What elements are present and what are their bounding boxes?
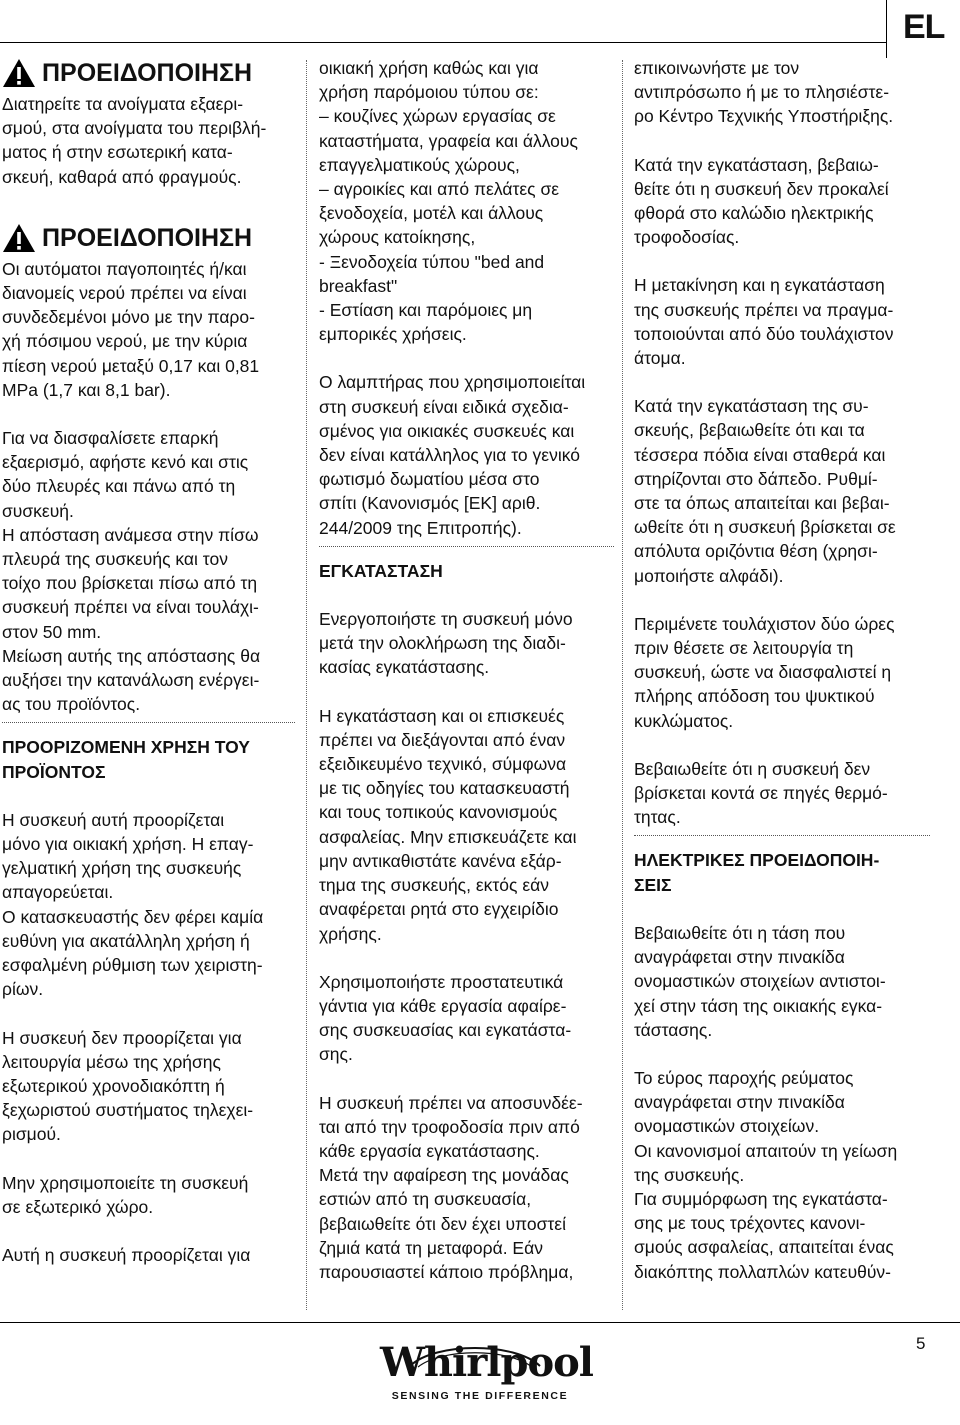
text-line: Οι κανονισμοί απαιτούν τη γείωση [634,1140,898,1161]
text-line: ΗΛΕΚΤΡΙΚΕΣ ΠΡΟΕΙΔΟΠΟΙΗ- [634,850,880,871]
text-line: επικοινωνήστε με τον [634,58,800,78]
two-people-paragraph [634,273,930,370]
text-line: στε τα όπως απαιτείται και βεβαι- [634,493,890,514]
text-line: ρίων. [2,979,44,1000]
text-line: ασφαλείας. Μην επισκευάζετε και [319,826,577,847]
warning-title: ΠΡΟΕΙΔΟΠΟΙΗΣΗ [42,58,253,87]
text-line: Ενεργοποιήστε τη συσκευή μόνο [319,609,573,630]
text-line: μόνο για οικιακή χρήση. Η επαγ- [2,834,254,855]
text-line: λειτουργία μέσω της χρήσης [2,1051,221,1072]
text-line: σμούς ασφαλείας, απαιτείται ένας [634,1237,894,1258]
text-line: διακόπτης πολλαπλών κατευθύν- [634,1261,892,1282]
text-line: ξεχωριστού συστήματος τηλεχει- [2,1100,254,1121]
text-line: συσκευή πρέπει να είναι τουλάχι- [2,597,259,618]
text-line: – κουζίνες χώρων εργασίας σε [319,106,556,127]
technician-paragraph [319,704,614,946]
text-line: Βεβαιωθείτε ότι η τάση που [634,922,846,943]
text-line: εμπορικές χρήσεις. [319,324,467,345]
text-line: Για συμμόρφωση της εγκατάστα- [634,1188,888,1209]
text-line: βρίσκεται κοντά σε πηγές θερμό- [634,783,888,804]
activation-paragraph [319,607,614,680]
text-line: κάθε εργασία εγκατάστασης. [319,1140,540,1161]
text-line: χεί στην τάση της οικιακής εγκα- [634,995,883,1016]
text-line: χώρους κατοίκησης, [319,227,476,248]
text-line: σης συσκευασίας και εγκατάστα- [319,1020,572,1041]
text-line: στη συσκευή είναι ειδικά σχεδια- [319,396,569,417]
text-line: εστιών από τη συσκευασία, [319,1189,532,1210]
text-line: αυξήσει την κατανάλωση ενέργει- [2,670,260,691]
text-line: Η μετακίνηση και η εγκατάσταση [634,275,885,296]
text-line: στον 50 mm. [2,621,102,642]
text-line: Βεβαιωθείτε ότι η συσκευή δεν [634,758,871,779]
text-line: Η απόσταση ανάμεσα στην πίσω [2,524,259,545]
text-line: γάντια για κάθε εργασία αφαίρε- [319,995,567,1016]
warning-triangle-icon [2,223,36,253]
text-line: σμού, στα ανοίγματα του περιβλή- [2,118,267,139]
text-line: συσκευή, ώστε να διασφαλιστεί η [634,662,892,683]
text-line: Κατά την εγκατάσταση, βεβαιω- [634,154,879,175]
contact-paragraph [634,56,930,129]
text-line: πριν θέσετε σε λειτουργία τη [634,638,854,659]
text-line: δύο πλευρές και πάνω από τη [2,476,236,497]
text-line: Μετά την αφαίρεση της μονάδας [319,1165,569,1186]
text-line: της συσκευής πρέπει να πραγμα- [634,299,894,320]
text-line: άτομα. [634,348,686,369]
text-line: ματος ή στην εσωτερική κατα- [2,142,233,163]
text-line: Η εγκατάσταση και οι επισκευές [319,705,565,726]
heat-source-paragraph [634,757,930,830]
text-line: μετά την ολοκλήρωση της διαδι- [319,633,566,654]
dotted-separator [2,722,295,723]
text-line: Ο κατασκευαστής δεν φέρει καμία [2,906,264,927]
text-line: MPa (1,7 και 8,1 bar). [2,379,171,400]
dotted-separator [319,546,614,547]
text-line: φθορά στο καλώδιο ηλεκτρικής [634,203,874,224]
section-heading-intended-use [2,735,295,783]
text-line: σε εξωτερικό χώρο. [2,1196,154,1217]
text-line: τροφοδοσίας. [634,227,740,248]
text-line: ρισμού. [2,1124,61,1145]
text-line: πλήρης απόδοση του ψυκτικού [634,686,875,707]
text-line: ξενοδοχεία, μοτέλ και άλλους [319,203,544,224]
text-line: Χρησιμοποιήστε προστατευτικά [319,971,564,992]
text-line: Μείωση αυτής της απόστασης θα [2,645,261,666]
text-line: τητας. [634,807,681,828]
text-line: Κατά την εγκατάσταση της συ- [634,396,869,417]
text-line: Οι αυτόματοι παγοποιητές ή/και [2,258,247,279]
text-line: αναφέρεται ρητά στο εγχειρίδιο [319,899,559,920]
text-line: Το εύρος παροχής ρεύματος [634,1067,854,1088]
grounding-paragraph [634,1066,930,1284]
language-code: EL [903,8,945,46]
text-line: – αγροικίες και από πελάτες σε [319,179,560,200]
text-line: πλευρά της συσκευής και τον [2,549,228,570]
text-line: κυκλώματος. [634,710,734,731]
text-line: ας του προϊόντος. [2,694,141,715]
text-line: ονομαστικών στοιχείων αντιστοι- [634,971,886,992]
column-3 [634,56,930,1284]
text-line: και τους τοπικούς κανονισμούς [319,802,558,823]
text-line: Περιμένετε τουλάχιστον δύο ώρες [634,613,895,634]
text-line: βεβαιωθείτε ότι δεν έχει υποστεί [319,1213,566,1234]
text-line: μοποιήστε αλφάδι). [634,565,784,586]
text-line: χρήση παρόμοιου τύπου σε: [319,82,539,103]
text-line: Διατηρείτε τα ανοίγματα εξαερι- [2,94,244,114]
text-line: breakfast" [319,275,398,296]
section-heading-electrical [634,848,930,896]
text-line: ονομαστικών στοιχείων. [634,1116,820,1137]
timer-paragraph [2,1026,295,1147]
text-line: τημα της συσκευής, εκτός εάν [319,875,549,896]
usage-paragraph [319,56,614,346]
text-line: - Εστίαση και παρόμοιες μη [319,300,533,321]
text-line: Μην χρησιμοποιείτε τη συσκευή [2,1172,249,1193]
text-line: ευθύνη για ακατάλληλη χρήση ή [2,930,250,951]
text-line: εξαερισμό, αφήστε κενό και στις [2,452,249,473]
text-line: σης με τους τρέχοντες κανονι- [634,1213,866,1234]
text-line: στηρίζονται στο δάπεδο. Ρυθμί- [634,468,878,489]
text-line: ΠΡΟΪΟΝΤΟΣ [2,761,106,782]
column-2 [319,56,614,1284]
text-line: τοίχο που βρίσκεται πίσω από τη [2,573,258,594]
text-line: σης. [319,1044,353,1065]
header-rule [0,42,886,43]
text-line: φωτισμό δωματίου μέσα στο [319,469,540,490]
header-divider [886,0,887,58]
column-divider [622,60,623,1310]
text-line: συνδεδεμένοι μόνο με την παρο- [2,307,255,328]
warning-text-2 [2,257,295,402]
text-line: εσφαλμένη ρύθμιση των χειριστη- [2,955,263,976]
brand-tagline: SENSING THE DIFFERENCE [391,1390,569,1402]
intended-use-paragraph [2,808,295,1002]
text-line: δεν είναι κατάλληλος για το γενικό [319,445,580,466]
warning-triangle-icon [2,58,36,88]
text-line: παρουσιαστεί κάποιο πρόβλημα, [319,1261,574,1282]
cable-paragraph [634,153,930,250]
text-line: με τις οδηγίες του κατασκευαστή [319,778,570,799]
text-line: αναγράφεται στην πινακίδα [634,947,845,968]
text-line: οικιακή χρήση καθώς και για [319,58,539,78]
lamp-paragraph [319,370,614,539]
text-line: Για να διασφαλίσετε επαρκή [2,428,219,449]
text-line: μην αντικαθιστάτε κανένα εξάρ- [319,850,562,871]
feet-paragraph [634,394,930,588]
column-divider [306,60,307,1310]
text-line: ΕΓΚΑΤΑΣΤΑΣΗ [319,560,443,581]
text-line: ται από την τροφοδοσία πριν από [319,1116,580,1137]
text-line: σπίτι (Κανονισμός [ΕΚ] αριθ. [319,493,541,514]
text-line: θείτε ότι η συσκευή δεν προκαλεί [634,178,889,199]
wait-paragraph [634,612,930,733]
text-line: διανομείς νερού πρέπει να είναι [2,283,247,304]
text-line: συσκευή. [2,500,74,521]
gloves-paragraph [319,970,614,1067]
text-line: αναγράφεται στην πινακίδα [634,1092,845,1113]
text-line: τοποιούνται από δύο τουλάχιστον [634,323,894,344]
text-line: εξειδικευμένο τεχνικό, σύμφωνα [319,754,567,775]
text-line: σκευής, βεβαιωθείτε ότι και τα [634,420,865,441]
text-line: επαγγελματικούς χώρους, [319,154,520,175]
warning-heading-1 [2,56,295,90]
voltage-paragraph [634,921,930,1042]
text-line: - Ξενοδοχεία τύπου "bed and [319,251,545,272]
text-line: ωθείτε ότι η συσκευή βρίσκεται σε [634,517,896,538]
logo-swoosh-icon [390,1340,560,1370]
text-line: ρο Κέντρο Τεχνικής Υποστήριξης. [634,106,894,127]
text-line: ζημιά κατά τη μεταφορά. Εάν [319,1237,543,1258]
warning-heading-2 [2,221,295,255]
text-line: καταστήματα, γραφεία και άλλους [319,130,578,151]
brand-name: Whirlpool [380,1339,593,1386]
section-heading-installation [319,559,614,583]
text-line: χή πόσιμου νερού, με την κύρια [2,331,248,352]
text-line: εξωτερικού χρονοδιακόπτη ή [2,1075,225,1096]
text-line: τέσσερα πόδια είναι σταθερά και [634,444,886,465]
text-line: χρήσης. [319,923,382,944]
text-line: Η συσκευή δεν προορίζεται για [2,1027,242,1048]
text-line: σμένος για οικιακές συσκευές και [319,420,575,441]
text-line: πίεση νερού μεταξύ 0,17 και 0,81 [2,355,260,376]
text-line: κασίας εγκατάστασης. [319,657,490,678]
text-line: πρέπει να διεξάγονται από έναν [319,729,566,750]
text-line: Αυτή η συσκευή προορίζεται για [2,1244,251,1265]
text-line: σκευή, καθαρά από φραγμούς. [2,166,242,187]
ventilation-paragraph [2,426,295,716]
text-line: Η συσκευή πρέπει να αποσυνδέε- [319,1092,583,1113]
text-line: τάστασης. [634,1019,713,1040]
text-line: ΠΡΟΟΡΙΖΟΜΕΝΗ ΧΡΗΣΗ ΤΟΥ [2,737,250,758]
text-line: απόλυτα οριζόντια θέση (χρησι- [634,541,878,562]
page-number: 5 [916,1334,926,1353]
text-line: ΣΕΙΣ [634,874,672,895]
text-line: της συσκευής. [634,1164,745,1185]
whirlpool-logo [380,1334,593,1424]
text-line: απαγορεύεται. [2,882,114,903]
disconnect-paragraph [319,1091,614,1285]
text-line: αντιπρόσωπο ή με το πλησιέστε- [634,82,890,103]
outdoor-paragraph [2,1171,295,1219]
text-line: Η συσκευή αυτή προορίζεται [2,809,225,830]
footer-rule [0,1322,960,1323]
column-1 [2,56,295,1267]
text-line: Ο λαμπτήρας που χρησιμοποιείται [319,372,586,393]
text-line: γελματική χρήση της συσκευής [2,858,242,879]
warning-text-1 [2,92,295,189]
text-line: 244/2009 της Επιτροπής). [319,517,522,538]
warning-title: ΠΡΟΕΙΔΟΠΟΙΗΣΗ [42,223,253,252]
dotted-separator [634,835,930,836]
household-paragraph [2,1243,295,1267]
